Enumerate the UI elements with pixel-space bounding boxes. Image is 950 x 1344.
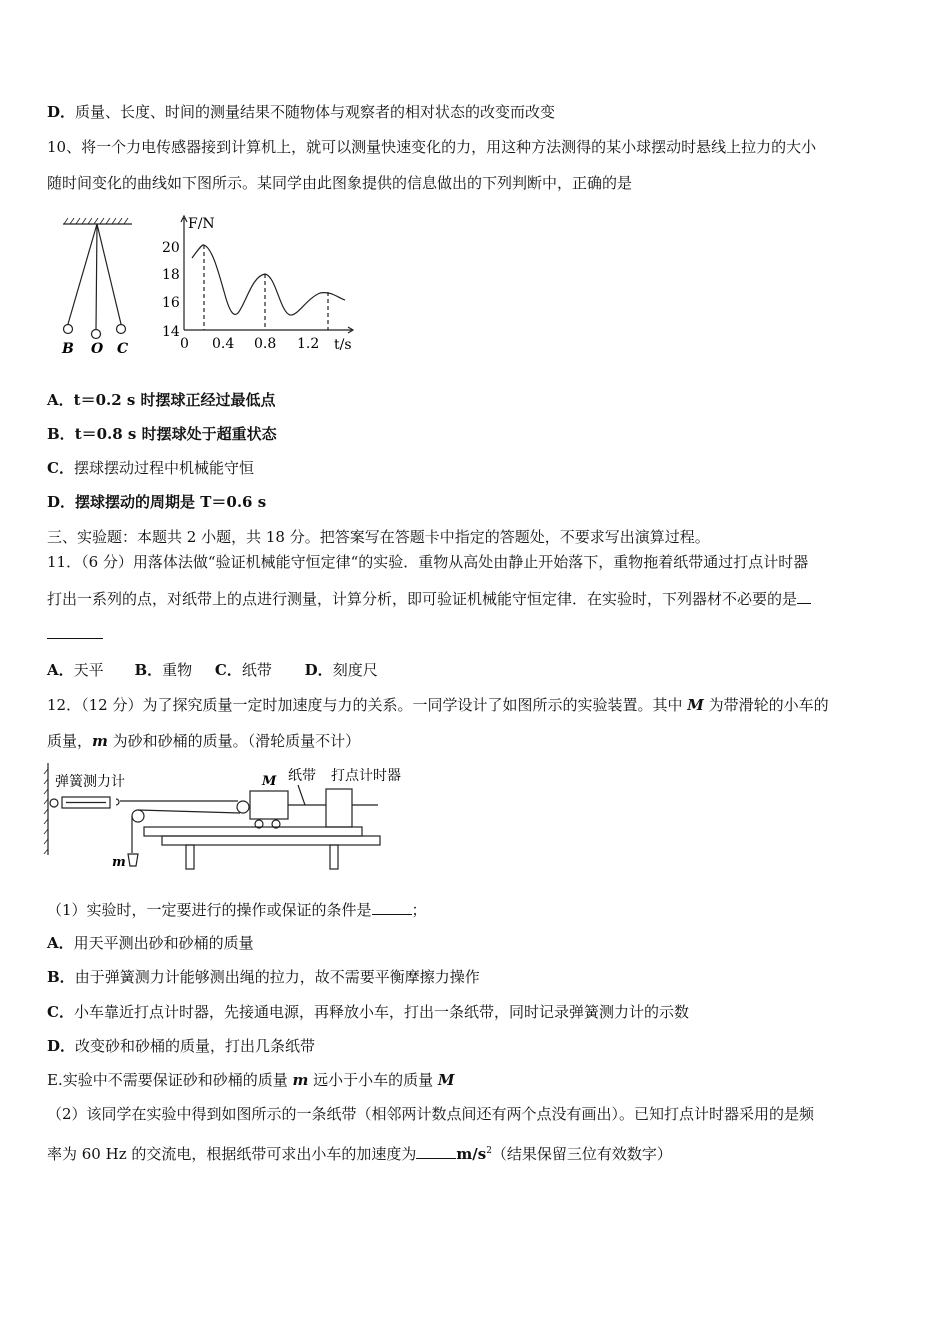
q10-option-d: [47, 492, 266, 512]
pendulum-diagram: [63, 218, 132, 339]
option-letter: D．: [47, 1037, 76, 1055]
option-letter: B．: [47, 968, 75, 986]
option-text: 天平: [73, 661, 104, 679]
table-top: [162, 836, 380, 845]
cart: [250, 791, 288, 819]
force-time-graph: [181, 216, 353, 333]
var-m-cart: M: [437, 1071, 455, 1089]
text: 远小于小车的质量: [308, 1071, 438, 1089]
text: 为砂和砂桶的质量。（滑轮质量不计）: [107, 732, 361, 750]
text: （1）实验时，一定要进行的操作或保证的条件是: [47, 901, 372, 919]
option-letter: D．: [304, 661, 333, 679]
q11-line2: [47, 589, 811, 609]
text: ；: [411, 901, 427, 919]
var-m-sand: m: [292, 1071, 309, 1089]
x-tick-1.2: 1.2: [297, 336, 320, 352]
option-text: 刻度尺: [332, 661, 378, 679]
label-cart-m: M: [262, 774, 277, 789]
option-letter: D．: [47, 493, 76, 511]
unit-exponent: 2: [486, 1146, 492, 1156]
text: 质量，: [47, 732, 93, 750]
q12-apparatus-figure: [40, 755, 420, 875]
q12-option-e: [47, 1070, 455, 1090]
option-text: t＝0.8 s 时摆球处于超重状态: [74, 425, 277, 443]
label-bucket-m: m: [112, 855, 126, 870]
answer-blank[interactable]: [797, 589, 811, 604]
label-spring-scale: 弹簧测力计: [55, 774, 125, 790]
q10-option-b: [47, 424, 277, 444]
q12-part1: [47, 900, 427, 920]
q11-line2-text: 打出一系列的点，对纸带上的点进行测量，计算分析，即可验证机械能守恒定律．在实验时，下列器材不必要的是: [47, 590, 798, 608]
pendulum-label-b: B: [62, 341, 74, 357]
option-letter: B．: [47, 425, 75, 443]
option-text: 摆球摆动的周期是 T＝0.6 s: [75, 493, 267, 511]
option-text: 摆球摆动过程中机械能守恒: [73, 459, 254, 477]
label-tape: 纸带: [288, 768, 316, 784]
timer: [326, 789, 352, 827]
unit: m/s: [456, 1145, 487, 1163]
option-letter: A．: [47, 661, 74, 679]
text: 为带滑轮的小车的: [703, 696, 829, 714]
x-tick-0.8: 0.8: [254, 336, 277, 352]
y-tick-20: 20: [162, 240, 180, 256]
label-timer: 打点计时器: [331, 768, 401, 784]
option-letter: C．: [47, 459, 74, 477]
q10-stem-line2: 随时间变化的曲线如下图所示。某同学由此图象提供的信息做出的下列判断中，正确的是: [47, 174, 633, 192]
y-tick-18: 18: [162, 267, 180, 283]
q12-option-d: [47, 1036, 315, 1056]
option-text: t＝0.2 s 时摆球正经过最低点: [73, 391, 276, 409]
y-tick-16: 16: [162, 295, 180, 311]
option-letter: D．: [47, 103, 76, 121]
x-tick-0.4: 0.4: [212, 336, 235, 352]
text: E.实验中不需要保证砂和砂桶的质量: [47, 1071, 293, 1089]
q10-option-c: [47, 458, 254, 478]
q12-option-c: [47, 1002, 689, 1022]
section-3-heading: 三、实验题：本题共 2 小题，共 18 分。把答案写在答题卡中指定的答题处，不要求写出演算过程。: [47, 528, 710, 546]
pendulum-label-c: C: [117, 341, 129, 357]
q9-option-d: [47, 102, 555, 122]
q12-line1: [47, 695, 829, 715]
answer-blank[interactable]: [47, 624, 103, 639]
pendulum-label-o: O: [91, 341, 104, 357]
q12-option-a: [47, 933, 254, 953]
option-text: 改变砂和砂桶的质量，打出几条纸带: [75, 1037, 316, 1055]
option-text: 用天平测出砂和砂桶的质量: [73, 934, 254, 952]
q11-options: [47, 660, 378, 680]
option-letter: A．: [47, 934, 74, 952]
text: （结果保留三位有效数字）: [491, 1145, 672, 1163]
x-axis-label: t/s: [334, 337, 352, 353]
q12-part2-line2: [47, 1141, 672, 1164]
option-text: 小车靠近打点计时器，先接通电源，再释放小车，打出一条纸带，同时记录弹簧测力计的示数: [73, 1003, 689, 1021]
option-text: 重物: [162, 661, 193, 679]
q10-stem-line1: 10、将一个力电传感器接到计算机上，就可以测量快速变化的力，用这种方法测得的某小球摆动时悬线上拉力的大小: [47, 138, 817, 156]
option-letter: A．: [47, 391, 74, 409]
q11-line1: 11．（6 分）用落体法做“验证机械能守恒定律“的实验．重物从高处由静止开始落下，重物拖着纸带通过打点计时器: [47, 553, 809, 571]
option-text: 由于弹簧测力计能够测出绳的拉力，故不需要平衡摩擦力操作: [74, 968, 480, 986]
q10-figure: [40, 200, 370, 360]
text: 率为 60 Hz 的交流电，根据纸带可求出小车的加速度为: [47, 1145, 417, 1163]
option-letter: C．: [214, 661, 242, 679]
option-text: 纸带: [241, 661, 272, 679]
q12-line2: [47, 731, 360, 751]
text: 12．（12 分）为了探究质量一定时加速度与力的关系。一同学设计了如图所示的实验装置。其中: [47, 696, 688, 714]
var-m-cart: M: [687, 696, 704, 714]
option-text: 质量、长度、时间的测量结果不随物体与观察者的相对状态的改变而改变: [75, 103, 556, 121]
q11-answer-blank-cont[interactable]: [47, 624, 103, 644]
q12-part2-line1: （2）该同学在实验中得到如图所示的一条纸带（相邻两计数点间还有两个点没有画出）。已知打点计时器采用的是频: [47, 1105, 815, 1123]
track: [144, 827, 362, 836]
q12-option-b: [47, 967, 480, 987]
answer-blank[interactable]: [416, 1144, 456, 1159]
option-letter: B．: [134, 661, 163, 679]
answer-blank[interactable]: [372, 900, 412, 915]
option-letter: C．: [47, 1003, 74, 1021]
q10-option-a: [47, 390, 276, 410]
var-m-sand: m: [92, 732, 108, 750]
x-tick-0: 0: [180, 336, 189, 352]
y-axis-label: F/N: [188, 216, 215, 232]
y-tick-14: 14: [162, 324, 180, 340]
